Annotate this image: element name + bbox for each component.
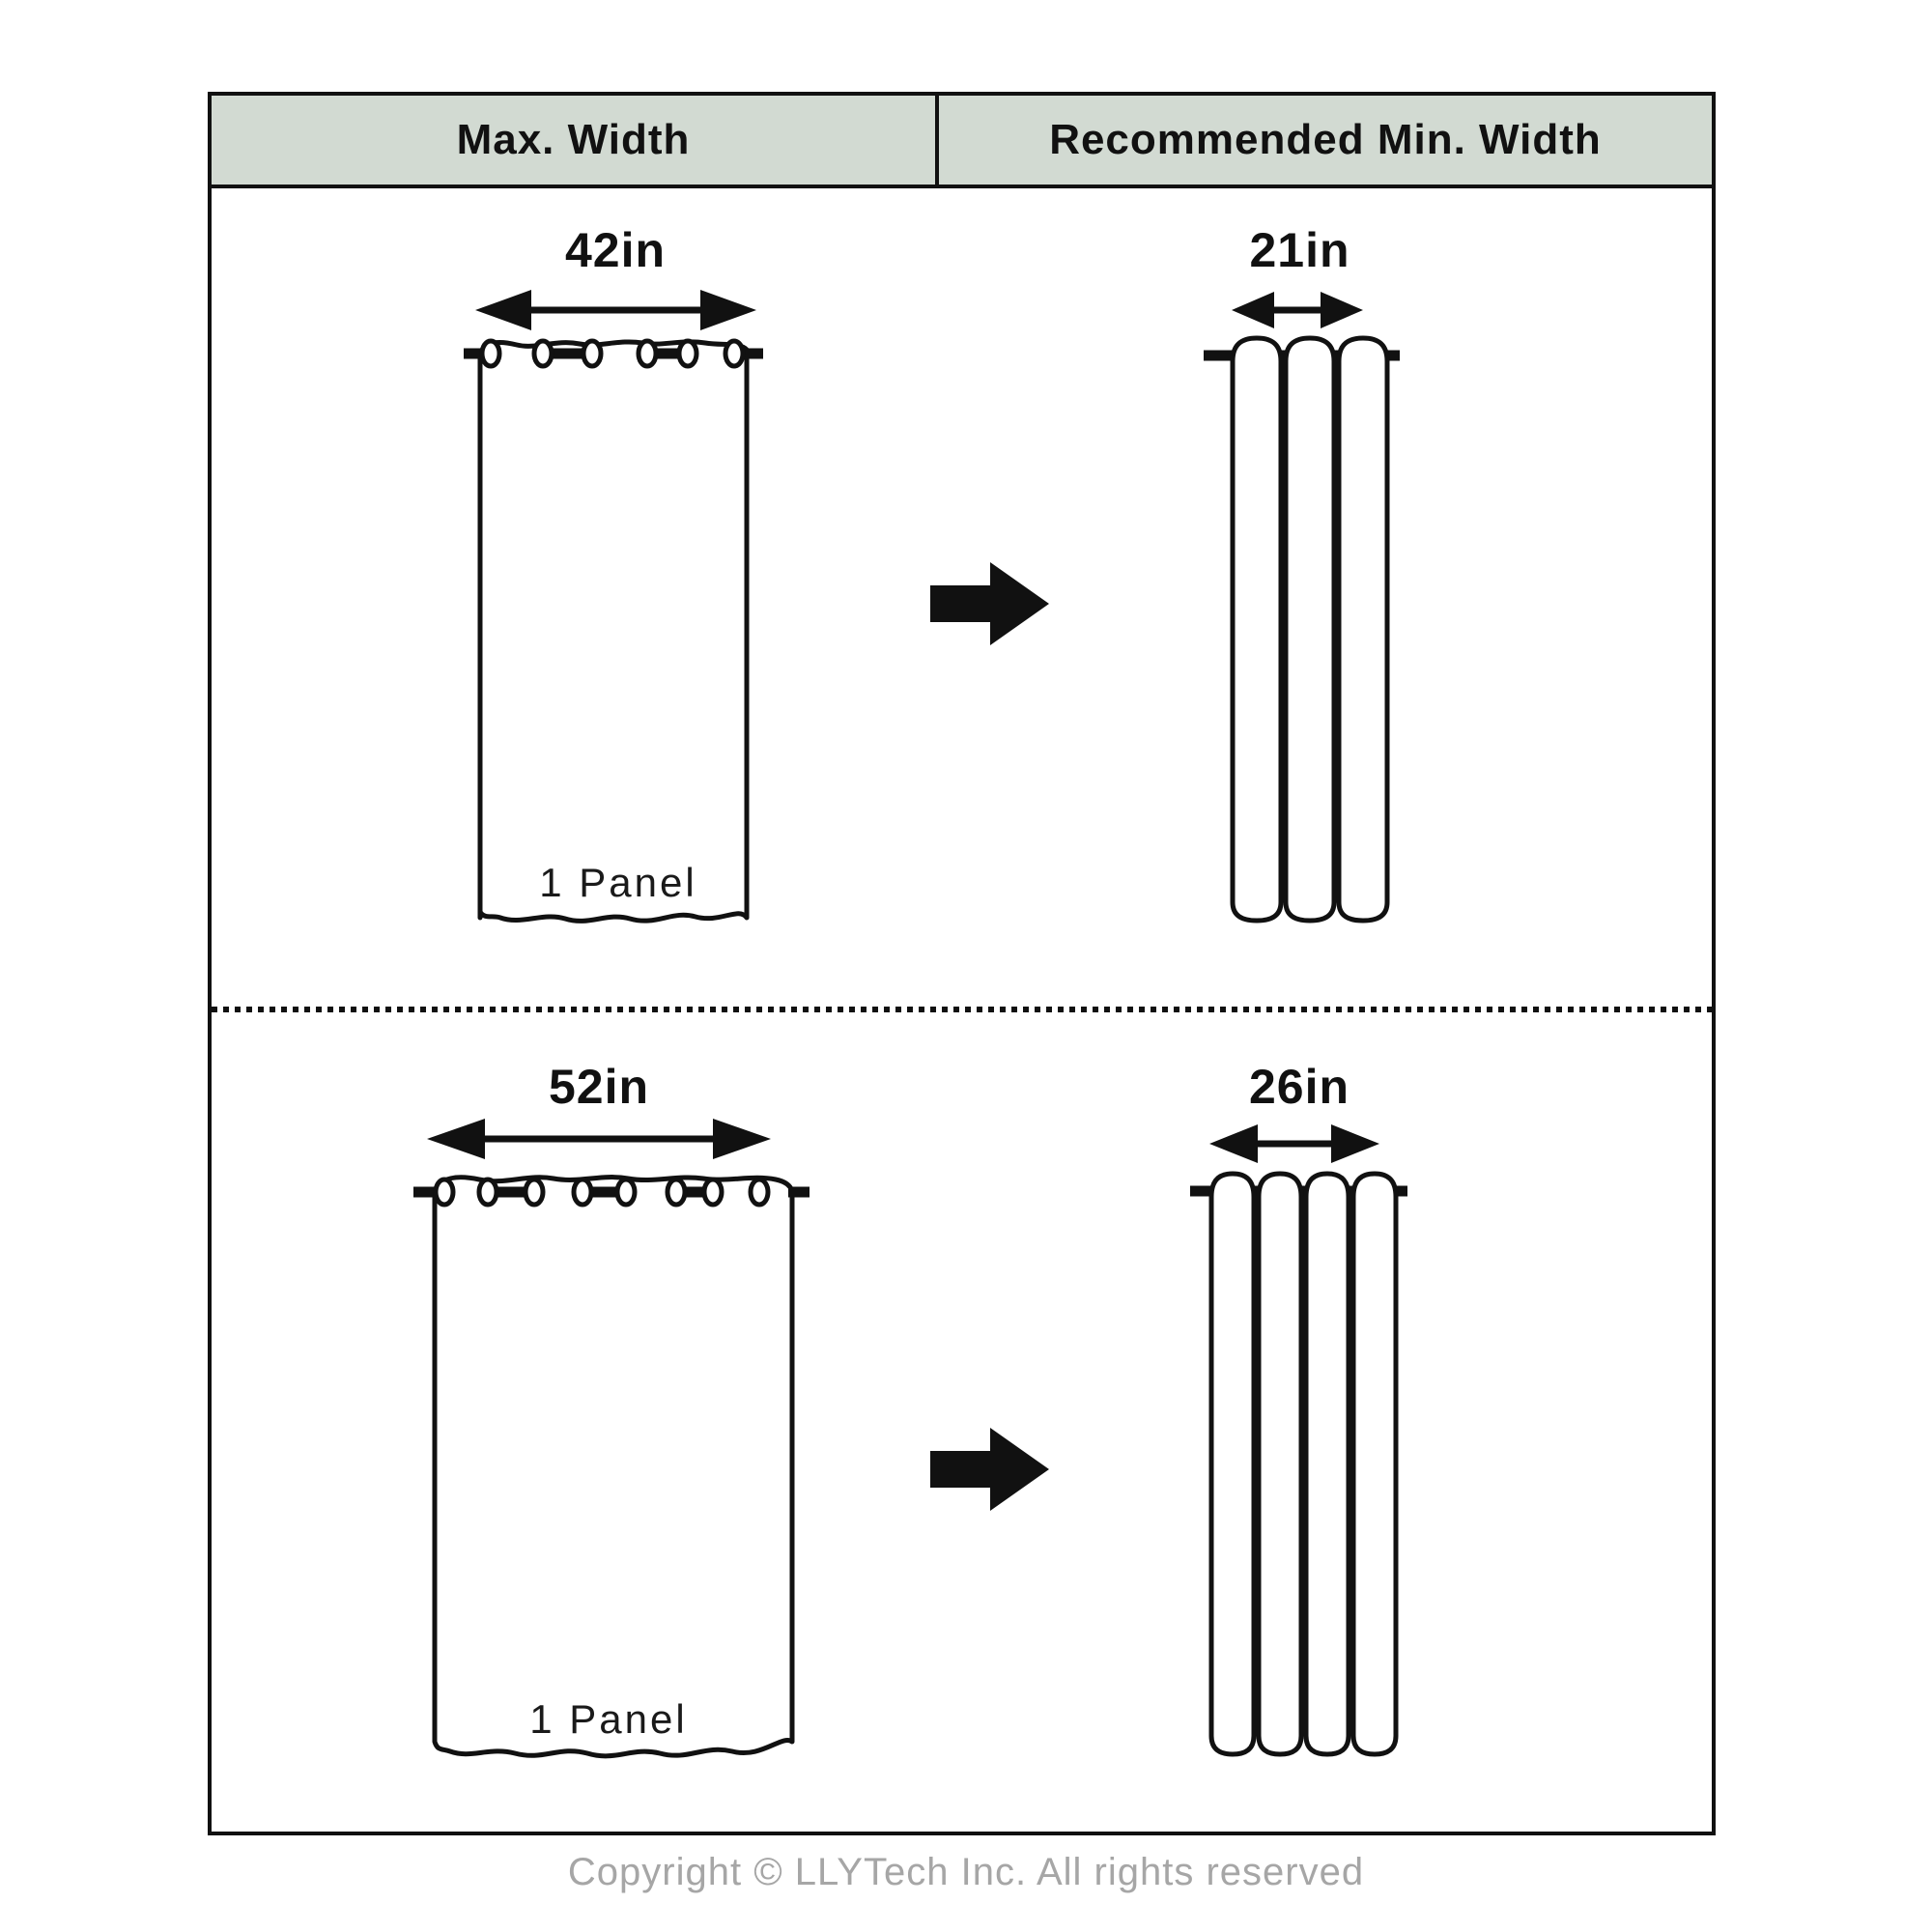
- row1-max-width-value-label: 42in: [564, 223, 667, 277]
- header-label-recommended-min-width: Recommended Min. Width: [1049, 116, 1602, 163]
- curtain-fold: [1353, 1174, 1396, 1754]
- row2-flat-curtain-panel-illustration: [413, 1162, 810, 1766]
- row2-max-width-dimension-arrow-icon: [425, 1117, 773, 1161]
- grommet: [704, 1179, 722, 1205]
- curtain-folds: [1211, 1174, 1396, 1754]
- row1-transform-right-arrow-icon: [930, 560, 1051, 647]
- arrowhead-left: [1209, 1124, 1258, 1163]
- row1-min-width-value-label: 21in: [1249, 223, 1350, 277]
- panel-outline: [435, 1178, 792, 1756]
- row1-panel-count-label: 1 Panel: [539, 860, 697, 905]
- table-header-row: [208, 92, 1716, 188]
- grommet: [679, 341, 696, 366]
- grommet: [482, 341, 499, 366]
- row2-folded-curtain-illustration: [1190, 1162, 1407, 1763]
- arrowhead-left: [475, 290, 531, 330]
- row2-min-width-dimension-arrow-icon: [1208, 1122, 1381, 1166]
- arrowhead-right: [1321, 292, 1363, 328]
- grommet: [534, 341, 552, 366]
- row-divider-dotted-line: [212, 1007, 1712, 1012]
- arrowhead-right: [1331, 1124, 1379, 1163]
- row2-max-width-value-label: 52in: [548, 1060, 650, 1114]
- grommet: [583, 341, 601, 366]
- row2-panel-count-label: 1 Panel: [529, 1696, 688, 1742]
- header-cell-max-width: [212, 96, 939, 185]
- curtain-folds: [1233, 338, 1387, 921]
- curtain-fold: [1233, 338, 1281, 921]
- grommet: [751, 1179, 768, 1205]
- curtain-fold: [1306, 1174, 1349, 1754]
- grommet: [725, 341, 743, 366]
- header-cell-recommended-min-width: [939, 96, 1712, 185]
- arrowhead-right: [700, 290, 756, 330]
- curtain-fold: [1339, 338, 1387, 921]
- grommet: [574, 1179, 591, 1205]
- grommet: [526, 1179, 543, 1205]
- panel-outline: [480, 342, 747, 922]
- grommet: [436, 1179, 453, 1205]
- grommet: [479, 1179, 497, 1205]
- row2-transform-right-arrow-icon: [930, 1426, 1051, 1513]
- header-label-max-width: Max. Width: [456, 116, 691, 163]
- arrowhead-right: [713, 1119, 771, 1159]
- grommet: [668, 1179, 685, 1205]
- curtain-fold: [1259, 1174, 1301, 1754]
- row1-folded-curtain-illustration: [1198, 327, 1406, 930]
- grommet: [617, 1179, 635, 1205]
- grommet: [639, 341, 656, 366]
- curtain-fold: [1286, 338, 1334, 921]
- copyright-text: Copyright © LLYTech Inc. All rights reserved: [567, 1851, 1365, 1893]
- row1-flat-curtain-panel-illustration: [464, 327, 763, 930]
- arrowhead-left: [427, 1119, 485, 1159]
- arrowhead-left: [1232, 292, 1274, 328]
- curtain-fold: [1211, 1174, 1254, 1754]
- row2-min-width-value-label: 26in: [1248, 1060, 1350, 1114]
